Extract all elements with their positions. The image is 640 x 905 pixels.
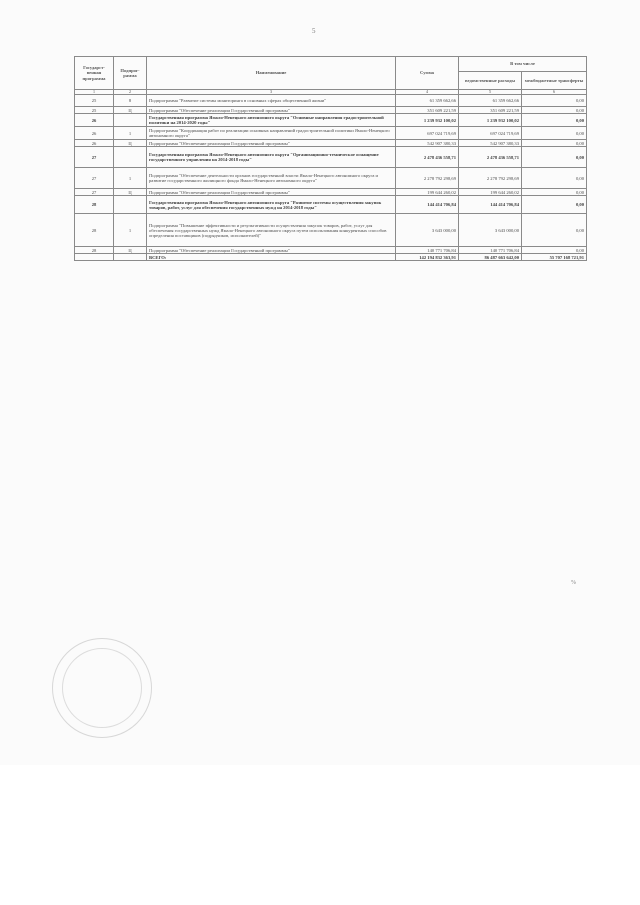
table-row <box>75 107 587 114</box>
row-departmental: 144 414 706,84 <box>459 196 522 214</box>
table-row <box>75 214 587 247</box>
row-sum: 140 771 706,84 <box>396 247 459 254</box>
row-transfers: 0,00 <box>522 214 587 247</box>
row-sum: 61 359 662,66 <box>396 95 459 107</box>
program-number: 26 <box>75 114 114 127</box>
row-departmental: 140 771 706,84 <box>459 247 522 254</box>
subprogram-code: Ц <box>114 189 147 196</box>
row-name: Государственная программа Ямало-Ненецкого автономного округа "Развитие системы осуществления закупок товаров, работ, услуг для обеспечения государственных нужд на 2014-2018 годы" <box>147 196 396 214</box>
row-departmental: 697 024 719,69 <box>459 127 522 140</box>
row-name: Подпрограмма "Обеспечение реализации Государственной программы" <box>147 107 396 114</box>
row-name: Государственная программа Ямало-Ненецкого автономного округа "Основные направления градостроительной политики на 2014-2020 годы" <box>147 114 396 127</box>
row-departmental: 2 278 792 298,69 <box>459 168 522 189</box>
row-departmental: 1 239 932 100,02 <box>459 114 522 127</box>
row-departmental: 2 478 436 558,71 <box>459 147 522 168</box>
header-departmental: ведомственные расходы <box>459 72 522 90</box>
blank-area <box>0 765 640 905</box>
row-name: Подпрограмма "Обеспечение реализации Государственной программы" <box>147 189 396 196</box>
column-number: 5 <box>459 90 522 95</box>
row-sum: 542 907 380,33 <box>396 140 459 147</box>
table-row <box>75 140 587 147</box>
column-number: 1 <box>75 90 114 95</box>
row-name: Подпрограмма "Обеспечение реализации Государственной программы" <box>147 140 396 147</box>
subprogram-code: Ц <box>114 247 147 254</box>
row-transfers: 0,00 <box>522 147 587 168</box>
program-number: 27 <box>75 147 114 168</box>
row-departmental: 351 609 221,59 <box>459 107 522 114</box>
row-name: Подпрограмма "Развитие системы мониторинга в основных сферах общественной жизни" <box>147 95 396 107</box>
table-row <box>75 95 587 107</box>
column-number: 6 <box>522 90 587 95</box>
row-transfers: 0,00 <box>522 140 587 147</box>
header-name: Наименование <box>147 57 396 90</box>
total-sum: 142 194 832 363,91 <box>396 254 459 261</box>
row-departmental: 199 644 260,02 <box>459 189 522 196</box>
row-name: Подпрограмма "Координация работ по реализации основных направлений градостроительной политики Ямало-Ненецкого автономного округа" <box>147 127 396 140</box>
program-number: 28 <box>75 196 114 214</box>
row-transfers: 0,00 <box>522 127 587 140</box>
subprogram-code: Ц <box>114 107 147 114</box>
row-transfers: 0,00 <box>522 168 587 189</box>
budget-table <box>74 56 587 261</box>
column-number: 2 <box>114 90 147 95</box>
subprogram-code: 1 <box>114 214 147 247</box>
row-name: Подпрограмма "Обеспечение деятельности органов государственной власти Ямало-Ненецкого автономного округа и развитие государственного жилищного фонда Ямало-Ненецкого автономного округа" <box>147 168 396 189</box>
row-name: Государственная программа Ямало-Ненецкого автономного округа "Организационно-техническое оснащение государственного управления на 2014-2018 годы" <box>147 147 396 168</box>
subprogram-code: 1 <box>114 127 147 140</box>
header-including: В том числе <box>459 57 587 72</box>
row-sum: 697 024 719,69 <box>396 127 459 140</box>
header-state-program: Государст-венная программа <box>75 57 114 90</box>
row-transfers: 0,00 <box>522 247 587 254</box>
program-number: 28 <box>75 214 114 247</box>
row-sum: 2 478 436 558,71 <box>396 147 459 168</box>
header-interbudget: межбюджетные трансферты <box>522 72 587 90</box>
total-label: ВСЕГО: <box>147 254 396 261</box>
seal-stamp <box>52 638 152 738</box>
program-number: 27 <box>75 168 114 189</box>
page-number: 5 <box>312 27 316 35</box>
row-sum: 144 414 706,84 <box>396 196 459 214</box>
table-row <box>75 168 587 189</box>
row-sum: 351 609 221,59 <box>396 107 459 114</box>
program-number: 26 <box>75 127 114 140</box>
subprogram-code <box>114 196 147 214</box>
program-number: 26 <box>75 140 114 147</box>
table-row <box>75 247 587 254</box>
row-departmental: 542 907 380,33 <box>459 140 522 147</box>
header-subprogram: Подпрог-рамма <box>114 57 147 90</box>
row-sum: 3 643 000,00 <box>396 214 459 247</box>
header-sum: Сумма <box>396 57 459 90</box>
subprogram-code <box>114 114 147 127</box>
table-row <box>75 147 587 168</box>
subprogram-code: 1 <box>114 168 147 189</box>
total-transfers: 55 707 168 721,91 <box>522 254 587 261</box>
row-transfers: 0,00 <box>522 189 587 196</box>
program-number: 28 <box>75 247 114 254</box>
row-transfers: 0,00 <box>522 114 587 127</box>
subprogram-code <box>114 147 147 168</box>
row-name: Подпрограмма "Повышение эффективности и результативности осуществления закупок товаров, работ, услуг для обеспечения государственных нужд Ямало-Ненецкого автономного округа путем использования конкурентных способов определения поставщиков (подрядчиков, исполнителей)" <box>147 214 396 247</box>
row-name: Подпрограмма "Обеспечение реализации Государственной программы" <box>147 247 396 254</box>
program-number: 25 <box>75 107 114 114</box>
row-transfers: 0,00 <box>522 95 587 107</box>
margin-mark: % <box>571 580 576 586</box>
row-sum: 2 278 792 298,69 <box>396 168 459 189</box>
column-number: 4 <box>396 90 459 95</box>
table-row <box>75 127 587 140</box>
row-sum: 199 644 260,02 <box>396 189 459 196</box>
table-row <box>75 114 587 127</box>
subprogram-code: Ц <box>114 140 147 147</box>
program-number: 25 <box>75 95 114 107</box>
row-departmental: 3 643 000,00 <box>459 214 522 247</box>
table-row <box>75 189 587 196</box>
subprogram-code: 8 <box>114 95 147 107</box>
column-number: 3 <box>147 90 396 95</box>
program-number: 27 <box>75 189 114 196</box>
total-departmental: 86 487 663 642,00 <box>459 254 522 261</box>
row-sum: 1 239 932 100,02 <box>396 114 459 127</box>
row-departmental: 61 359 662,66 <box>459 95 522 107</box>
row-transfers: 0,00 <box>522 196 587 214</box>
total-row <box>75 254 587 261</box>
row-transfers: 0,00 <box>522 107 587 114</box>
table-row <box>75 196 587 214</box>
